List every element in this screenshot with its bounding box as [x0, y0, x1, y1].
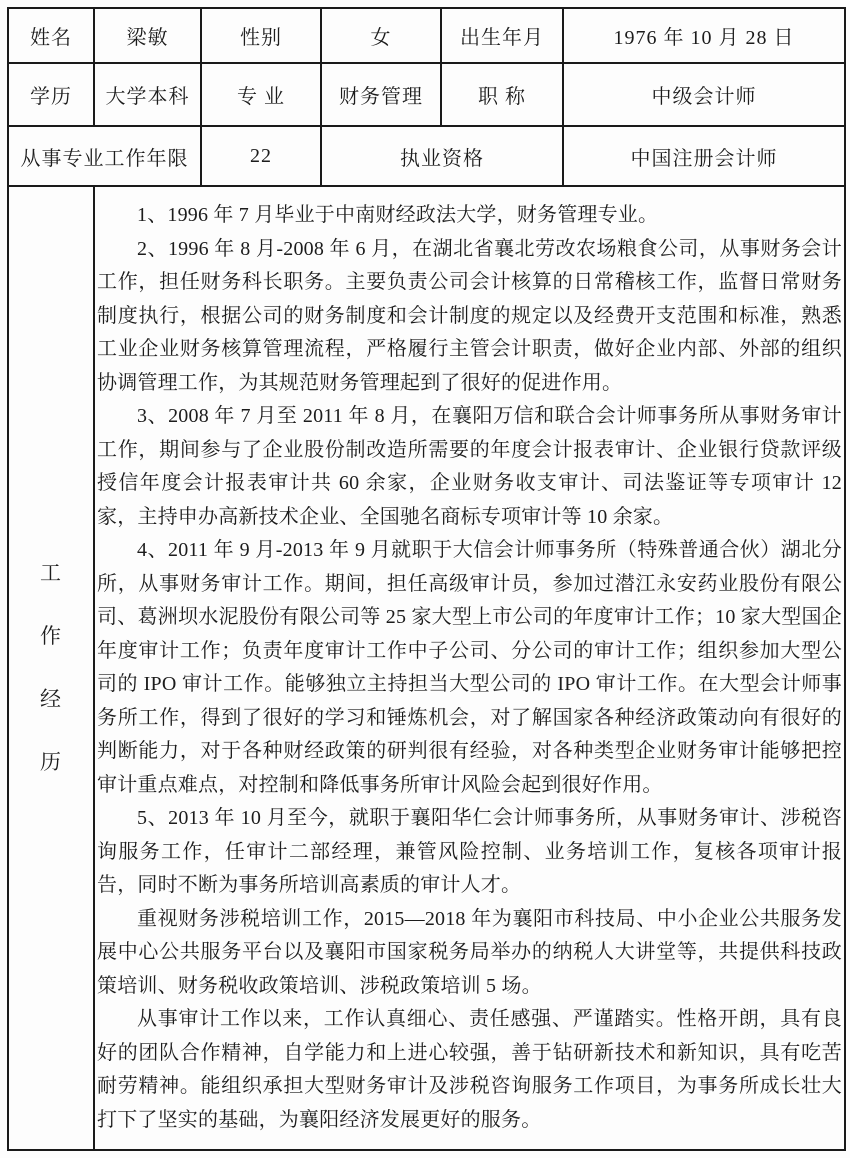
job-title-label: 职 称	[441, 63, 563, 126]
major-label: 专 业	[201, 63, 321, 126]
work-experience-paragraph: 4、2011 年 9 月-2013 年 9 月就职于大信会计师事务所（特殊普通合伙）湖北分所，从事财务审计工作。期间，担任高级审计员，参加过潜江永安药业股份有限公司、葛洲坝水泥股份有限公司等 25 家大型上市公司的年度审计工作；10 家大型国企年度审计工作；负责年度审计工作中子公司、分公司的审计工作；组织参加大型公司的 IPO 审计工作。能够独立主持担当大型公司的 IPO 审计工作。在大型会计师事务所工作，得到了很好的学习和锤炼机会，对了解国家各种经济政策动向有很好的判断能力，对于各种财经政策的研判很有经验，对各种类型企业财务审计能够把控审计重点难点，对控制和降低事务所审计风险会起到很好作用。	[97, 539, 842, 796]
work-experience-paragraph: 重视财务涉税培训工作，2015—2018 年为襄阳市科技局、中小企业公共服务发展中心公共服务平台以及襄阳市国家税务局举办的纳税人大讲堂等，共提供科技政策培训、财务税收政策培训、涉税政策培训 5 场。	[97, 907, 842, 997]
education-value: 大学本科	[94, 63, 201, 126]
work-experience-label-char: 工	[40, 561, 62, 585]
education-label: 学历	[8, 63, 94, 126]
work-years-label: 从事专业工作年限	[8, 126, 201, 186]
work-experience-paragraph: 从事审计工作以来，工作认真细心、责任感强、严谨踏实。性格开朗，具有良好的团队合作精神，自学能力和上进心较强，善于钻研新技术和新知识，具有吃苦耐劳精神。能组织承担大型财务审计及涉税咨询服务工作项目，为事务所成长壮大打下了坚实的基础，为襄阳经济发展更好的服务。	[97, 1008, 842, 1131]
major-value: 财务管理	[321, 63, 441, 126]
work-experience-content	[94, 186, 845, 1150]
work-experience-paragraph: 1、1996 年 7 月毕业于中南财经政法大学，财务管理专业。	[137, 204, 659, 226]
work-experience-row	[8, 186, 845, 1150]
work-experience-section-label	[8, 186, 94, 1150]
work-experience-label-char: 历	[40, 750, 62, 774]
gender-label: 性别	[201, 8, 321, 63]
work-experience-label-char: 作	[40, 624, 62, 648]
work-experience-label-char: 经	[40, 687, 62, 711]
qualification-value: 中国注册会计师	[563, 126, 845, 186]
resume-table	[7, 7, 846, 1151]
basic-info-row-1	[8, 8, 845, 63]
work-experience-vertical-label	[11, 563, 91, 773]
birth-date-value: 1976 年 10 月 28 日	[563, 8, 845, 63]
qualification-label: 执业资格	[321, 126, 563, 186]
basic-info-row-3	[8, 126, 845, 186]
birth-date-label: 出生年月	[441, 8, 563, 63]
gender-value: 女	[321, 8, 441, 63]
name-label: 姓名	[8, 8, 94, 63]
work-years-value: 22	[201, 126, 321, 186]
work-experience-paragraph: 5、2013 年 10 月至今，就职于襄阳华仁会计师事务所，从事财务审计、涉税咨询服务工作，任审计二部经理，兼管风险控制、业务培训工作，复核各项审计报告，同时不断为事务所培训高素质的审计人才。	[97, 807, 842, 896]
work-experience-paragraph: 3、2008 年 7 月至 2011 年 8 月，在襄阳万信和联合会计师事务所从事财务审计工作，期间参与了企业股份制改造所需要的年度会计报表审计、企业银行贷款评级授信年度会计报表审计共 60 余家，企业财务收支审计、司法鉴证等专项审计 12 家，主持申办高新技术企业、全国驰名商标专项审计等 10 余家。	[97, 405, 842, 528]
name-value: 梁敏	[94, 8, 201, 63]
basic-info-row-2	[8, 63, 845, 126]
work-experience-paragraph: 2、1996 年 8 月-2008 年 6 月，在湖北省襄北劳改农场粮食公司，从事财务会计工作，担任财务科长职务。主要负责公司会计核算的日常稽核工作，监督日常财务制度执行，根据公司的财务制度和会计制度的规定以及经费开支范围和标准，熟悉工业企业财务核算管理流程，严格履行主管会计职责，做好企业内部、外部的组织协调管理工作，为其规范财务管理起到了很好的促进作用。	[97, 237, 842, 394]
job-title-value: 中级会计师	[563, 63, 845, 126]
